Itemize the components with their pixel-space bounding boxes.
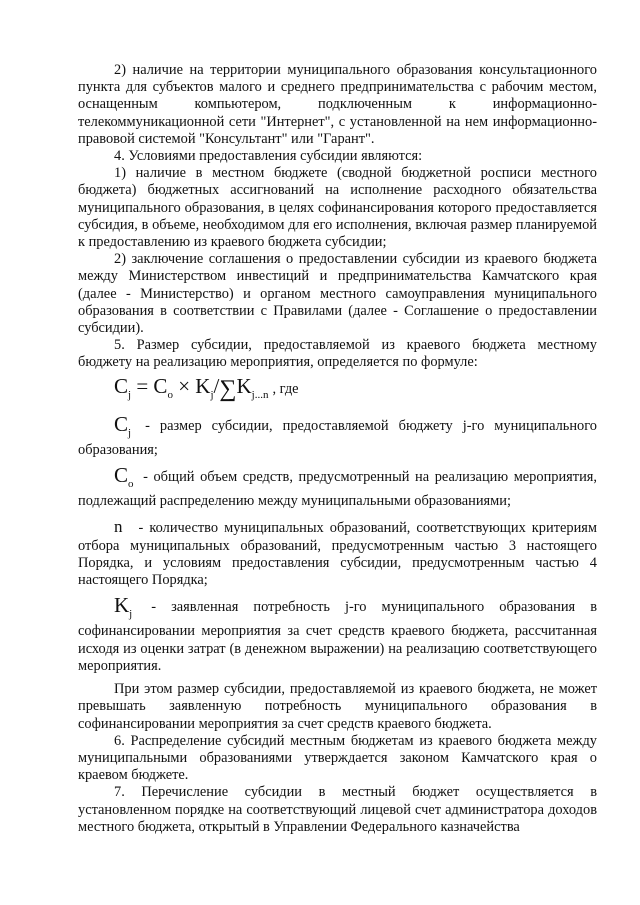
formula-eq: = — [131, 373, 154, 398]
formula-co: C — [153, 373, 168, 398]
formula-jn: j...n — [251, 388, 269, 401]
paragraph-section-6: 6. Распределение субсидий местным бюджетам из краевого бюджета между муниципальными образованиями утверждается законом Камчатского края о краевом бюджете. — [78, 732, 597, 784]
subsidy-formula — [114, 373, 597, 408]
paragraph-section-5: 5. Размер субсидии, предоставляемой из краевого бюджета местному бюджету на реализацию мероприятия, определяется по формуле: — [78, 337, 597, 371]
symbol-n: n — [114, 517, 123, 537]
symbol-cj: $C_j$ — [114, 411, 132, 439]
paragraph-item-2: 2) наличие на территории муниципального образования консультационного пункта для субъектов малого и среднего предпринимательства с рабочим местом, оснащенным компьютером, подключенным к информационно-телекоммуникационной сети "Интернет", с установленной на нем информационно-правовой системой "Консультант" или "Гарант". — [78, 62, 597, 147]
document-page — [78, 62, 597, 836]
definition-co: $C_o$ - общий объем средств, предусмотренный на реализацию мероприятия, подлежащий распределению между муниципальными образованиями; — [78, 463, 597, 510]
paragraph-condition-2: 2) заключение соглашения о предоставлении субсидии из краевого бюджета между Министерством инвестиций и предпринимательства Камчатского края (далее - Министерство) и органом местного самоуправления муниципального образования в соответствии с Правилами (далее - Соглашение о предоставлении субсидии). — [78, 251, 597, 337]
symbol-kj: $K_j$ — [114, 593, 133, 621]
paragraph-limit: При этом размер субсидии, предоставляемой из краевого бюджета, не может превышать заявленную потребность муниципального образования в софинансировании мероприятия за счет средств краевого бюджета. — [78, 681, 597, 732]
definition-cj: $C_j$ - размер субсидии, предоставляемой бюджету j-го муниципального образования; — [78, 411, 597, 458]
formula-k: K — [195, 373, 211, 398]
formula-k2: K — [236, 373, 252, 398]
definition-n: n - количество муниципальных образований, соответствующих критериям отбора муниципальных образований, предусмотренным частью 3 настоящего Порядка, и условиям предоставления субсидии, предусмотренным частью 4 настоящего Порядка; — [78, 517, 597, 589]
formula-c: C — [114, 373, 129, 398]
formula-o: o — [167, 388, 173, 401]
formula-kj: j — [210, 388, 214, 401]
formula-sum: ∑ — [219, 375, 237, 402]
formula-j: j — [128, 388, 132, 401]
symbol-co: $C_o$ — [114, 463, 134, 491]
paragraph-section-7: 7. Перечисление субсидии в местный бюджет осуществляется в установленном порядке на соответствующий лицевой счет администратора доходов местного бюджета, открытый в Управлении Федерального казначейства — [78, 784, 597, 835]
formula-slash: / — [213, 373, 220, 398]
paragraph-section-4-heading: 4. Условиями предоставления субсидии являются: — [114, 148, 423, 165]
formula-gde: , где — [272, 380, 299, 397]
paragraph-condition-1: 1) наличие в местном бюджете (сводной бюджетной росписи местного бюджета) бюджетных ассигнований на исполнение расходного обязательства муниципального образования, в целях софинансирования которого предоставляется субсидия, в объеме, необходимом для его исполнения, включая размер планируемой к предоставлению из краевого бюджета субсидии; — [78, 165, 597, 251]
formula-times: × — [172, 373, 196, 398]
definition-kj: $K_j$ - заявленная потребность j-го муниципального образования в софинансировании мероприятия за счет средств краевого бюджета, рассчитанная исходя из оценки затрат (в денежном выражении) на реализацию соответствующего мероприятия. — [78, 593, 597, 674]
